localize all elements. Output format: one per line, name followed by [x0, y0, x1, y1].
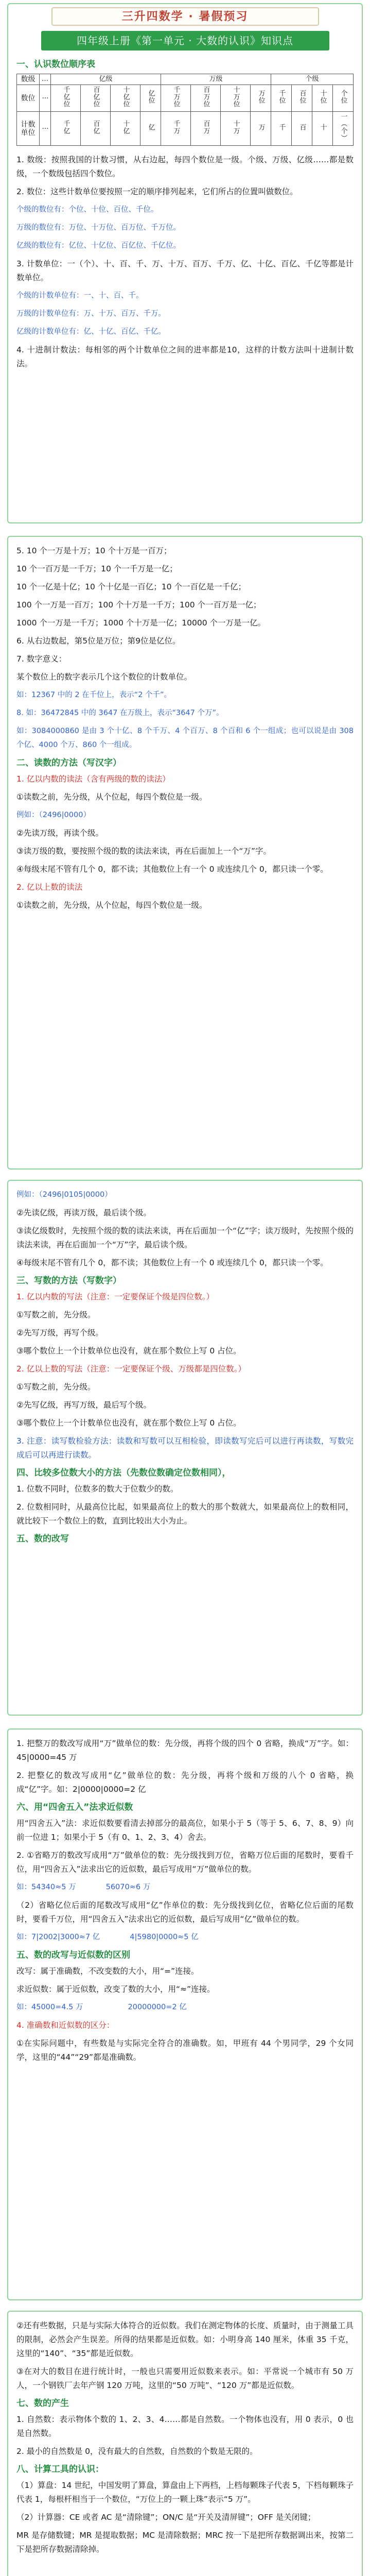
table-cell: 万级: [161, 74, 271, 85]
example-line: 个级的计数单位有：一、十、百、千。: [16, 292, 144, 300]
table-cell: 十亿位: [110, 85, 140, 112]
step-line: ③哪个数位上一个计数单位也没有，就在那个数位上写 0 占位。: [16, 1346, 241, 1355]
paragraph-jishu-danwei: 3. 计数单位：一（个）、十、百、千、万、十万、百万、千万、亿、十亿、百亿、千亿等都是计数单位。: [16, 259, 354, 282]
section7-heading: 五、数的改写与近似数的区别: [16, 1950, 130, 1960]
step-line: ②先读万级，再读个级。: [16, 828, 103, 838]
table-cell: 十亿: [110, 112, 140, 146]
step-line: ③读万级的数，要按照个级的数的读法来读，再在后面加上一个“万”字。: [16, 846, 271, 856]
table-cell: 数级: [17, 74, 40, 85]
subheading: 1. 亿以内数的读法（含有两级的数的读法）: [16, 774, 170, 784]
table-cell: 万: [251, 112, 271, 146]
card-rewrite: [7, 1728, 363, 2300]
table-cell: 百位: [292, 85, 312, 112]
step-line: ④每级末尾不管有几个 0，都不读；其他数位上有一个 0 或连续几个 0，都只读一个零。: [16, 1258, 328, 1267]
compare-line: 1. 位数不同时，位数多的数大于位数少的数。: [16, 1484, 179, 1494]
text-line: 2. 最小的自然数是 0，没有最大的自然数，自然数的个数是无限的。: [16, 2447, 258, 2456]
subheading: 1. 亿以内数的写法（注意：一定要保证个级是四位数。）: [16, 1292, 214, 1301]
table-row: [17, 85, 354, 112]
text-line: 求近似数：属于近似数，改变了数的大小，用“≈”连接。: [16, 1985, 215, 1994]
step-line: ④每级末尾不管有几个 0，都不读；其他数位上有一个 0 或连续几个 0，都只读一个零。: [16, 865, 328, 874]
table-cell: 十: [312, 112, 332, 146]
step-line: ③读亿级数时，先按照个级的数的读法来读，再在后面加一个“亿”字；读万级时，先按照个级的读法来读，再在后面加一个“万”字，最后读个级。: [16, 1226, 354, 1249]
table-row: [17, 74, 354, 85]
text-line: （2）省略亿位后面的尾数改写成用“亿”作单位的数：先分级找到亿位，省略亿位后面的尾数时，要看千万位，用“四舍五入”法求出它的近似数，最后写成用“亿”做单位的数。: [16, 1901, 354, 1924]
table-cell: 百亿: [80, 112, 110, 146]
step-line: ①读数之前，先分级，从个位起，每四个数位是一级。: [16, 792, 207, 802]
table-cell: 千: [271, 112, 292, 146]
table-cell: 百: [292, 112, 312, 146]
example-line: 如：3084000860 是由 3 个十亿、8 个千万、4 个百万、8 个百和 6 个一组成；也可以说是由 308 个亿、4000 个万、860 个一组成。: [16, 727, 354, 749]
step-line: ①写数之前，先分级。: [16, 1310, 96, 1319]
text-line: 用“四舍五入”法：求近似数要看清去掉部分的最高位，如果小于 5（等于 5、6、7、8、9）向前一位进 1；如果小于 5（有 0、1、2、3、4）舍去。: [16, 1819, 354, 1842]
step-line: ②先写万级，再写个级。: [16, 1328, 103, 1337]
text-line: 5. 10 个一万是十万；10 个十万是一百万；: [16, 546, 172, 555]
table-cell: 千亿位: [50, 85, 80, 112]
section3-heading: 三、写数的方法（写数字）: [16, 1276, 121, 1286]
section4-heading: 四、比较多位数大小的方法（先数位数确定位数相同），: [16, 1468, 231, 1478]
subheading: 2. 亿以上数的写法（注意：一定要保证个级、万级都是四位数。）: [16, 1364, 246, 1374]
compare-line: 2. 位数相同时，从最高位比起，如果最高位上的数大的那个数就大，如果最高位上的数相同，就比较下一个数位上的数，直到比较出大小为止。: [16, 1502, 354, 1526]
subheading: 2. 亿以上数的读法: [16, 883, 83, 892]
table-cell: 数位: [17, 85, 40, 112]
table-cell: 百万位: [191, 85, 221, 112]
text-line: 7. 数字意义：: [16, 654, 67, 664]
table-cell: 亿: [140, 112, 161, 146]
paragraph-shijinzhi: 4. 十进制计数法：每相邻的两个计数单位之间的进率都是10，这样的计数方法叫十进制计数法。: [16, 345, 354, 368]
section5-heading: 五、数的改写: [16, 1534, 69, 1544]
table-cell: 千亿: [50, 112, 80, 146]
table-cell: 千万位: [161, 85, 190, 112]
paragraph-shuwei: 2. 数位：这些计数单位要按照一定的顺序排列起来，它们所占的位置叫做数位。: [16, 187, 298, 196]
step-line: ③哪个数位上一个计数单位也没有，就在那个数位上写 0 占位。: [16, 1418, 241, 1428]
table-cell: …: [40, 112, 51, 146]
table-cell: 十万位: [221, 85, 251, 112]
card-writing: [7, 1180, 363, 1716]
table-row: [17, 112, 354, 146]
text-line: 2. ①省略万的数改写成用“万”做单位的数：先分级找到万位，省略万位后面的尾数时，要看千位，用“四舍五入”法求出它的近似数，最后写成用“万”做单位的数。: [16, 1851, 354, 1874]
example-line: 亿级的计数单位有：亿、十亿、百亿、千亿。: [16, 328, 166, 336]
text-line: 10 个一亿是十亿；10 个十亿是一百亿；10 个一百亿是一千亿；: [16, 582, 246, 591]
table-cell: 亿位: [140, 85, 161, 112]
text-line: 1. 自然数：表示物体个数的 1、2、3、4……都是自然数。一个物体也没有，用 0 表示，0 也是自然数。: [16, 2415, 354, 2438]
table-cell: 十万: [221, 112, 251, 146]
section6-heading: 六、用“四舍五入”法求近似数: [16, 1802, 133, 1812]
table-cell: 个位: [332, 85, 353, 112]
step-line: ②先写亿级，再写万级，最后写个级。: [16, 1400, 151, 1410]
text-line: 100 个一万是一百万；100 个十万是一千万；100 个一百万是一亿；: [16, 600, 261, 609]
card-intro: [7, 3, 363, 523]
note-line: 3. 注意：读写数检验方法：读数和写数可以互相检验，即读数写完后可以进行再读数，写数完成后可以再进行读数。: [16, 1436, 354, 1460]
text-line: 10 个一百万是一千万；10 个一千万是一亿；: [16, 564, 178, 573]
table-cell: 个级: [271, 74, 354, 85]
step-line: ①写数之前，先分级。: [16, 1382, 96, 1392]
table-cell: …: [40, 74, 51, 85]
table-cell: 计数单位: [17, 112, 40, 146]
text-line: （2）计算器：CE 或者 AC 是“清除键”；ON/C 是“开关及清屏键”；OFF 是关闭键；: [16, 2513, 316, 2522]
text-line: ③在对大的数目在进行统计时，一般也只需要用近似数来表示。如：平常说一个城市有 50 万人，一个钢铁厂去年产钢 120 万吨，这里的“50 万吨”、“120 万”都是近似数。: [16, 2367, 354, 2390]
table-cell: 万位: [251, 85, 271, 112]
subheading: 4. 准确数和近似数的区分：: [16, 2021, 115, 2030]
text-line: 2. 把整亿的数改写成用“亿”做单位的数：先分级，再将个级和万级的八个 0 省略，换成“亿”字。如：2|0000|0000=2 亿: [16, 1771, 354, 1794]
table-cell: …: [40, 85, 51, 112]
section8-heading: 七、数的产生: [16, 2398, 69, 2409]
section9-heading: 八、计算工具的认识：: [16, 2464, 104, 2475]
table-cell: 一（个）: [332, 112, 353, 146]
text-line: 1000 个一万是一千万；1000 个十万是一亿；10000 个一万是一亿。: [16, 618, 266, 628]
text-line: 1. 把整万的数改写成用“万”做单位的数：先分级，再将个级的四个 0 省略，换成“万”字。如：45|0000=45 万: [16, 1739, 354, 1762]
step-line: ①读数之前，先分级，从个位起，每四个数位是一级。: [16, 901, 207, 910]
text-line: 改写：属于准确数，不改变数的大小，用“=”连接。: [16, 1967, 199, 1976]
example-line: 个级的数位有：个位、十位、百位、千位。: [16, 206, 158, 214]
example-line: 万级的数位有：万位、十万位、百万位、千万位。: [16, 224, 181, 232]
example-line: 如：54340≈5 万 56070≈6 万: [16, 1883, 151, 1891]
text-line: ①在实际问题中，有些数是与实际完全符合的准确数。如，甲班有 44 个男同学，29 个女同学，这里的“44”“29”都是准确数。: [16, 2039, 354, 2062]
text-line: MR 是存储数键；MR 是提取数据；MC 是清除数据；MRC 按一下是把所存数据调出来，按第二下是把所存数据清除掉。: [16, 2531, 354, 2554]
step-line: ②先读亿级，再读万级，最后读个级。: [16, 1208, 151, 1217]
example-line: 亿级的数位有：亿位、十亿位、百亿位、千亿位。: [16, 242, 181, 250]
example-line: 如：7|2002|3000≈7 亿 4|5980|0000≈5 亿: [16, 1933, 199, 1941]
page-title: 三升四数学 · 暑假预习: [51, 7, 319, 26]
text-line: ②还有些数据，只是与实际大体符合的近似数。我们在测定物体的长度、质量时，由于测量工具的限制，必然会产生误差。所得的结果都是近似数。如：小明身高 140 厘米，体重 35 千克，这里的“140”、“35”都是近似数。: [16, 2321, 354, 2358]
text-line: 某个数位上的数字表示几个这个数位的计数单位。: [16, 672, 192, 682]
example-line: 如：12367 中的 2 在千位上，表示“2 个千”。: [16, 691, 172, 699]
place-value-table: [16, 74, 354, 146]
table-cell: 千位: [271, 85, 292, 112]
example-line: 例如：（2496|0105|0000）: [16, 1191, 112, 1199]
card-reading: [7, 536, 363, 1170]
table-cell: 亿级: [50, 74, 161, 85]
table-cell: 百亿位: [80, 85, 110, 112]
example-line: 万级的计数单位有：万、十万、百万、千万。: [16, 310, 166, 318]
example-line: 8. 如：36472845 中的 3647 在万级上，表示“3647 个万”。: [16, 709, 224, 717]
card-natural-numbers: [7, 2311, 363, 2576]
page-subtitle: 四年级上册《第一单元 · 大数的认识》知识点: [41, 31, 329, 50]
table-cell: 十位: [312, 85, 332, 112]
section1-heading: 一、认识数位顺序表: [16, 59, 95, 70]
paragraph-shuji: 1. 数级：按照我国的计数习惯，从右边起，每四个数位是一级。个级、万级、亿级……都是数级，一个数级包括四个数位。: [16, 155, 354, 178]
example-line: 如：45000=4.5 万 20000000=2 亿: [16, 2003, 187, 2011]
section2-heading: 二、读数的方法（写汉字）: [16, 758, 121, 768]
example-line: 例如：（2496|0000）: [16, 811, 91, 819]
text-line: 6. 从右边数起，第5位是万位；第9位是亿位。: [16, 636, 181, 646]
table-cell: 千万: [161, 112, 190, 146]
text-line: （1）算盘：14 世纪，中国发明了算盘，算盘由上下两档，上档每颗珠子代表 5，下档每颗珠子代表 1，每根杆相当于一个数位，“万位上的一颗上珠”表示“5 万”。: [16, 2481, 354, 2504]
table-cell: 百万: [191, 112, 221, 146]
